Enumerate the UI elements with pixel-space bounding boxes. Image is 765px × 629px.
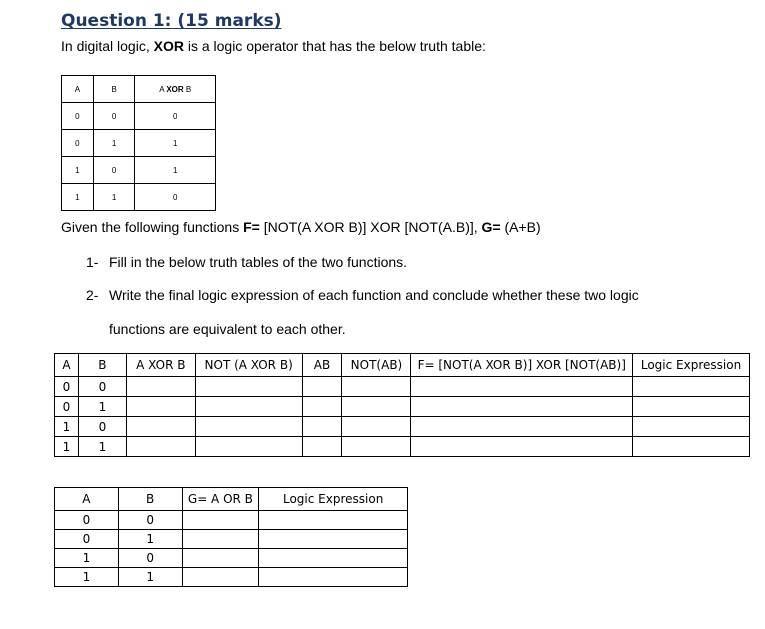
empty-cell[interactable] <box>411 417 633 437</box>
table-cell: 0 <box>78 377 126 397</box>
table-cell: 1 <box>55 437 79 457</box>
empty-cell[interactable] <box>342 417 411 437</box>
empty-cell[interactable] <box>633 417 750 437</box>
table-row <box>62 103 216 130</box>
table-header-row <box>55 488 408 511</box>
table-cell: 0 <box>93 157 135 184</box>
table-cell: 0 <box>55 397 79 417</box>
table-cell: 1 <box>78 397 126 417</box>
table-cell: 0 <box>118 511 182 530</box>
intro-text <box>61 38 486 54</box>
header-cell: A <box>55 488 119 511</box>
header-cell: AB <box>302 354 342 377</box>
empty-cell[interactable] <box>182 568 259 587</box>
table-header-row <box>55 354 750 377</box>
intro-before: In digital logic, <box>61 38 154 54</box>
header-cell: Logic Expression <box>259 488 408 511</box>
empty-cell[interactable] <box>633 437 750 457</box>
g-expression: (A+B) <box>500 219 541 235</box>
table-cell: 1 <box>93 184 135 211</box>
table-row <box>55 511 408 530</box>
empty-cell[interactable] <box>411 397 633 417</box>
table-cell: 1 <box>78 437 126 457</box>
empty-cell[interactable] <box>302 397 342 417</box>
table-cell: 1 <box>135 157 216 184</box>
instruction-2 <box>86 287 639 303</box>
table-row <box>55 377 750 397</box>
instruction-number: 2- <box>86 287 99 303</box>
g-label: G= <box>481 219 501 235</box>
empty-cell[interactable] <box>342 397 411 417</box>
header-cell: A <box>55 354 79 377</box>
empty-cell[interactable] <box>342 377 411 397</box>
empty-cell[interactable] <box>302 437 342 457</box>
empty-cell[interactable] <box>633 397 750 417</box>
header-cell: A <box>62 76 94 103</box>
header-cell: F= [NOT(A XOR B)] XOR [NOT(AB)] <box>411 354 633 377</box>
instruction-number: 1- <box>86 254 99 270</box>
f-label: F= <box>243 219 260 235</box>
table-cell: 0 <box>55 377 79 397</box>
question-title: Question 1: (15 marks) <box>61 11 282 31</box>
empty-cell[interactable] <box>195 417 302 437</box>
f-expression: [NOT(A XOR B)] XOR [NOT(A.B)], <box>259 219 482 235</box>
table-header-row <box>62 76 216 103</box>
table-row <box>62 157 216 184</box>
empty-cell[interactable] <box>182 511 259 530</box>
table-row <box>62 184 216 211</box>
table-row <box>55 568 408 587</box>
instruction-1 <box>86 254 407 270</box>
header-cell: NOT(AB) <box>342 354 411 377</box>
header-cell: Logic Expression <box>633 354 750 377</box>
function-f-truth-table <box>54 353 750 457</box>
given-prefix: Given the following functions <box>61 219 244 235</box>
empty-cell[interactable] <box>302 417 342 437</box>
header-cell: B <box>118 488 182 511</box>
intro-bold: XOR <box>153 38 184 54</box>
table-cell: 0 <box>93 103 135 130</box>
header-cell: G= A OR B <box>182 488 259 511</box>
table-cell: 0 <box>135 184 216 211</box>
empty-cell[interactable] <box>259 568 408 587</box>
table-row <box>62 130 216 157</box>
table-cell: 0 <box>62 130 94 157</box>
empty-cell[interactable] <box>195 437 302 457</box>
empty-cell[interactable] <box>126 397 195 417</box>
table-cell: 0 <box>55 530 119 549</box>
empty-cell[interactable] <box>182 549 259 568</box>
empty-cell[interactable] <box>259 549 408 568</box>
table-cell: 0 <box>62 103 94 130</box>
instruction-text: Write the final logic expression of each function and conclude whether these two logic <box>109 287 639 303</box>
table-cell: 1 <box>118 530 182 549</box>
empty-cell[interactable] <box>342 437 411 457</box>
header-cell: B <box>78 354 126 377</box>
table-row <box>55 437 750 457</box>
empty-cell[interactable] <box>411 437 633 457</box>
intro-after: is a logic operator that has the below truth table: <box>183 38 486 54</box>
table-cell: 1 <box>55 549 119 568</box>
table-cell: 1 <box>55 568 119 587</box>
table-cell: 1 <box>93 130 135 157</box>
table-cell: 1 <box>62 184 94 211</box>
empty-cell[interactable] <box>259 511 408 530</box>
table-cell: 0 <box>55 511 119 530</box>
table-row <box>55 530 408 549</box>
instruction-text: Fill in the below truth tables of the two functions. <box>109 254 408 270</box>
header-cell: B <box>93 76 135 103</box>
table-cell: 1 <box>55 417 79 437</box>
xor-truth-table <box>61 75 216 211</box>
table-cell: 0 <box>135 103 216 130</box>
table-row <box>55 549 408 568</box>
table-row <box>55 417 750 437</box>
empty-cell[interactable] <box>411 377 633 397</box>
empty-cell[interactable] <box>302 377 342 397</box>
table-cell: 1 <box>62 157 94 184</box>
table-cell: 1 <box>118 568 182 587</box>
header-bold: XOR <box>166 84 184 94</box>
empty-cell[interactable] <box>195 397 302 417</box>
empty-cell[interactable] <box>259 530 408 549</box>
table-row <box>55 397 750 417</box>
instruction-2-continuation: functions are equivalent to each other. <box>109 321 346 337</box>
table-cell: 1 <box>135 130 216 157</box>
given-functions <box>61 219 541 235</box>
empty-cell[interactable] <box>195 377 302 397</box>
empty-cell[interactable] <box>182 530 259 549</box>
empty-cell[interactable] <box>126 437 195 457</box>
header-cell: A XOR B <box>126 354 195 377</box>
table-cell: 0 <box>118 549 182 568</box>
header-cell: A XOR B <box>135 76 216 103</box>
empty-cell[interactable] <box>126 417 195 437</box>
header-cell: NOT (A XOR B) <box>195 354 302 377</box>
table-cell: 0 <box>78 417 126 437</box>
empty-cell[interactable] <box>633 377 750 397</box>
empty-cell[interactable] <box>126 377 195 397</box>
function-g-truth-table <box>54 487 408 587</box>
